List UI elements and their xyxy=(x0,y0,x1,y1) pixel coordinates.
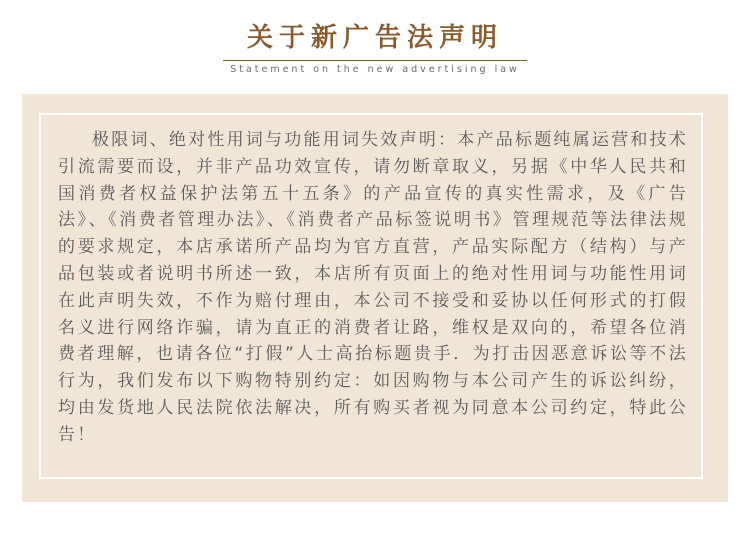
title-block xyxy=(0,18,750,76)
title-underline xyxy=(223,60,527,61)
statement-panel xyxy=(22,94,728,502)
statement-text: 极限词、绝对性用词与功能用词失效声明：本产品标题纯属运营和技术引流需要而设，并非产品功效宣传，请勿断章取义，另据《中华人民共和国消费者权益保护法第五十五条》的产品宣传的真实性需求，及《广告法》、《消费者管理办法》、《消费者产品标签说明书》管理规范等法律法规的要求规定，本店承诺所产品均为官方直营，产品实际配方（结构）与产品包装或者说明书所述一致，本店所有页面上的绝对性用词与功能性用词在此声明失效，不作为赔付理由，本公司不接受和妥协以任何形式的打假名义进行网络诈骗，请为直正的消费者让路，维权是双向的，希望各位消费者理解，也请各位“打假”人士高抬标题贵手．为打击因恶意诉讼等不法行为，我们发布以下购物特别约定：如因购物与本公司产生的诉讼纠纷，均由发货地人民法院依法解决，所有购买者视为同意本公司约定，特此公告！ xyxy=(58,130,688,445)
page-subtitle: Statement on the new advertising law xyxy=(230,64,520,75)
page-title: 关于新广告法声明 xyxy=(246,23,503,53)
statement-frame xyxy=(39,113,703,479)
